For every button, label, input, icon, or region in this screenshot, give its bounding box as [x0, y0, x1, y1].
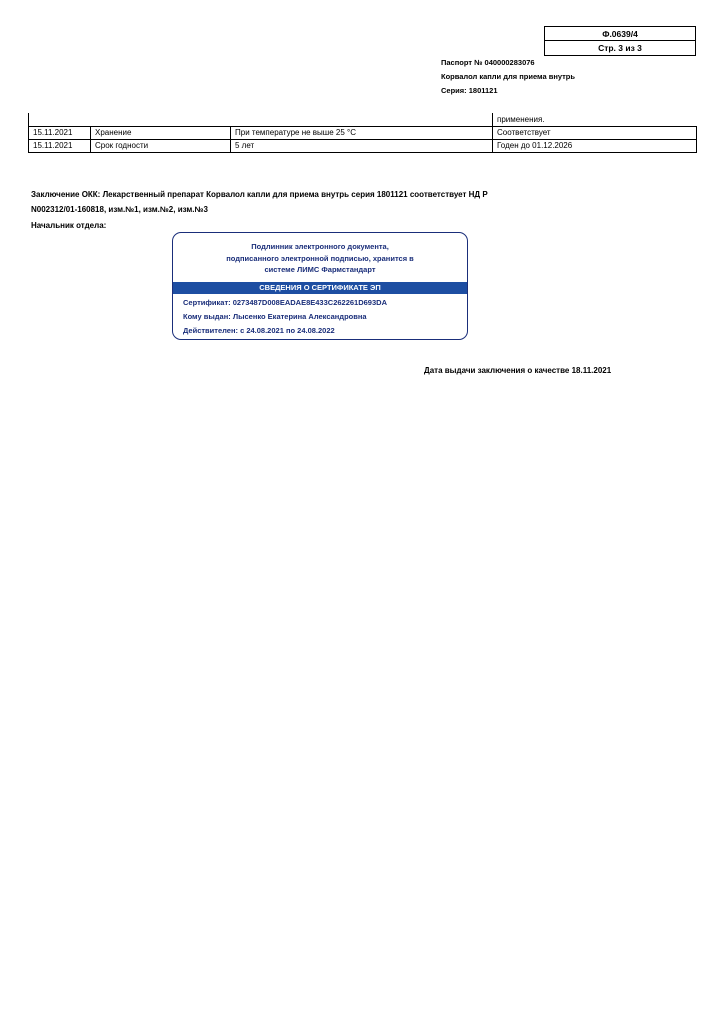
stamp-title-line-3: системе ЛИМС Фармстандарт [264, 265, 376, 274]
cell-parameter: Хранение [91, 126, 231, 139]
stamp-validity: Действителен: с 24.08.2021 по 24.08.2022 [183, 325, 335, 335]
issue-date: Дата выдачи заключения о качестве 18.11.2021 [424, 366, 612, 375]
cell-result: Годен до 01.12.2026 [493, 139, 697, 152]
stamp-title-line-1: Подлинник электронного документа, [251, 242, 389, 251]
stamp-title-line-2: подписанного электронной подписью, хранится в [226, 253, 414, 263]
page-number: Стр. 3 из 3 [598, 43, 642, 53]
passport-number: Паспорт № 040000283076 [441, 58, 535, 67]
cell-requirement: 5 лет [231, 139, 493, 152]
cell-date: 15.11.2021 [29, 139, 91, 152]
cell-result: применения. [493, 113, 697, 126]
cell-parameter [91, 113, 231, 126]
product-name: Корвалол капли для приема внутрь [441, 72, 575, 81]
cell-parameter: Срок годности [91, 139, 231, 152]
cell-date: 15.11.2021 [29, 126, 91, 139]
cell-requirement: При температуре не выше 25 °С [231, 126, 493, 139]
department-head-label: Начальник отдела: [31, 221, 107, 230]
series-number: Серия: 1801121 [441, 86, 498, 95]
conclusion-line-1: Заключение ОКК: Лекарственный препарат Корвалол капли для приема внутрь серия 1801121 соответствует НД Р [31, 190, 488, 199]
table-row [29, 126, 697, 139]
specification-table [28, 113, 697, 153]
stamp-issued-to: Кому выдан: Лысенко Екатерина Александровна [183, 311, 367, 321]
electronic-signature-stamp [172, 232, 468, 340]
form-number: Ф.0639/4 [545, 27, 695, 41]
cell-date [29, 113, 91, 126]
stamp-certificate-number: Сертификат: 0273487D008EADAE8E433C262261D693DA [183, 297, 387, 307]
cell-requirement [231, 113, 493, 126]
table-row [29, 139, 697, 152]
table-row [29, 113, 697, 126]
cell-result: Соответствует [493, 126, 697, 139]
conclusion-line-2: N002312/01-160818, изм.№1, изм.№2, изм.№3 [31, 205, 208, 214]
stamp-title [173, 233, 467, 276]
stamp-certificate-bar: СВЕДЕНИЯ О СЕРТИФИКАТЕ ЭП [173, 282, 467, 294]
form-number-box [544, 26, 696, 56]
